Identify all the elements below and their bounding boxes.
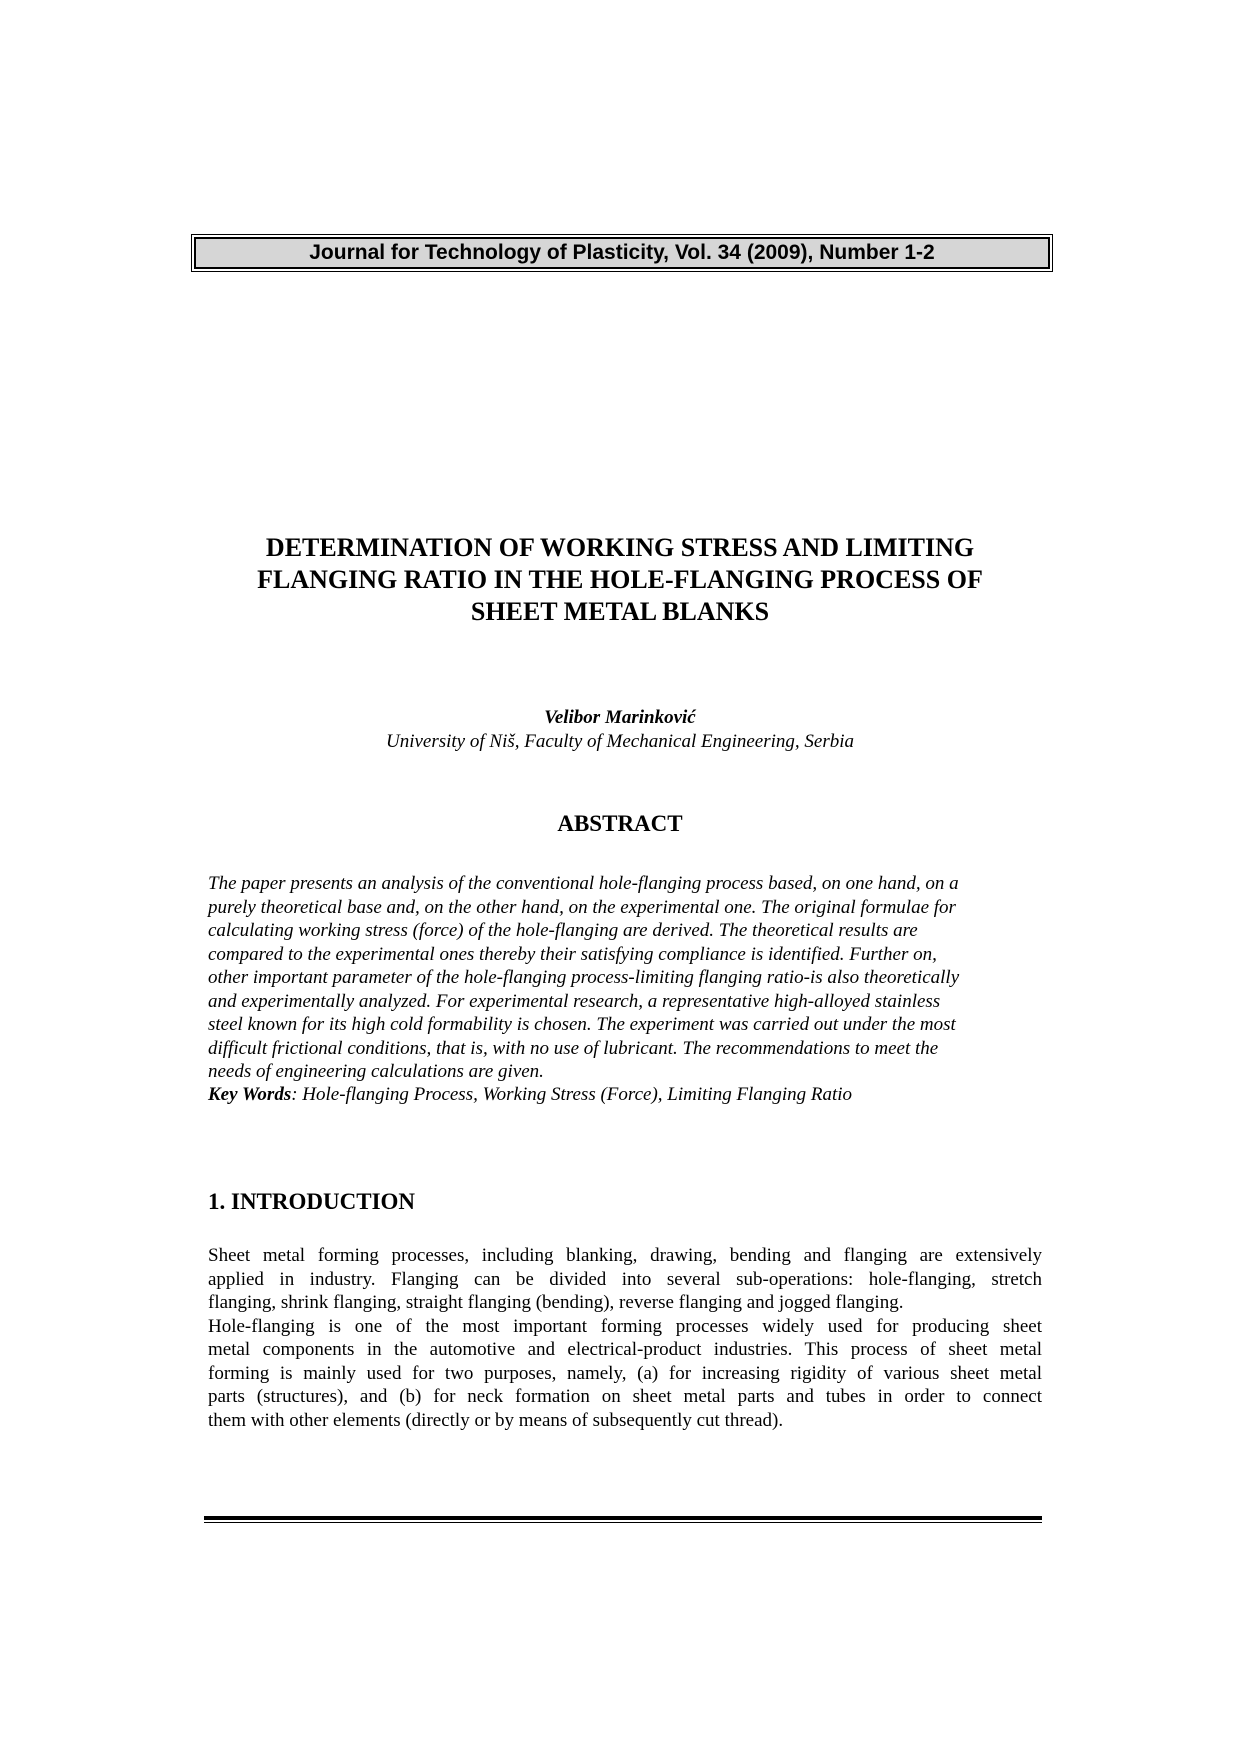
intro-line: forming is mainly used for two purposes, namely, (a) for increasing rigidity of various sheet metal [208,1362,1042,1384]
intro-line: applied in industry. Flanging can be divided into several sub-operations: hole-flanging, stretch [208,1268,1042,1290]
title-line: DETERMINATION OF WORKING STRESS AND LIMITING [265,533,975,562]
abstract-text [208,872,1044,1084]
intro-line: Sheet metal forming processes, including blanking, drawing, bending and flanging are extensively [208,1245,1042,1266]
author-name: Velibor Marinković [544,707,696,728]
abstract-heading: ABSTRACT [557,811,683,836]
keywords-list: : Hole-flanging Process, Working Stress (Force), Limiting Flanging Ratio [291,1084,853,1105]
intro-line: them with other elements (directly or by means of subsequently cut thread). [208,1409,784,1431]
abstract-line: and experimentally analyzed. For experimental research, a representative high-alloyed stainless [208,990,941,1012]
intro-line: parts (structures), and (b) for neck formation on sheet metal parts and tubes in order to connect [208,1386,1042,1407]
title-line: SHEET METAL BLANKS [470,597,770,626]
paper-title [150,532,1090,628]
journal-citation: Journal for Technology of Plasticity, Vol. 34 (2009), Number 1-2 [309,241,935,264]
keywords-label: Key Words [208,1084,292,1105]
abstract-line: compared to the experimental ones thereby their satisfying compliance is identified. Further on, [208,943,937,965]
keywords [208,1083,1044,1107]
author-affiliation: University of Niš, Faculty of Mechanical Engineering, Serbia [385,731,855,752]
intro-line: flanging, shrink flanging, straight flanging (bending), reverse flanging and jogged flanging. [208,1292,904,1313]
abstract-line: purely theoretical base and, on the other hand, on the experimental one. The original formulae for [208,896,956,918]
abstract-line: difficult frictional conditions, that is, with no use of lubricant. The recommendations to meet the [208,1037,939,1059]
title-line: FLANGING RATIO IN THE HOLE-FLANGING PROCESS OF [257,565,983,594]
abstract-line: calculating working stress (force) of the hole-flanging are derived. The theoretical results are [208,920,918,941]
abstract-line: other important parameter of the hole-flanging process-limiting flanging ratio-is also theoretically [208,967,960,988]
journal-header [194,237,1050,269]
intro-line: metal components in the automotive and electrical-product industries. This process of sheet metal [208,1339,1042,1360]
abstract-line: steel known for its high cold formability is chosen. The experiment was carried out under the most [208,1014,956,1035]
abstract-line: needs of engineering calculations are given. [208,1061,544,1082]
abstract-line: The paper presents an analysis of the conventional hole-flanging process based, on one hand, on a [208,873,959,894]
introduction-text [208,1244,1042,1432]
footer-rule [204,1516,1042,1523]
intro-line: Hole-flanging is one of the most important forming processes widely used for producing sheet [208,1315,1042,1337]
section-heading-introduction: 1. INTRODUCTION [208,1189,416,1214]
